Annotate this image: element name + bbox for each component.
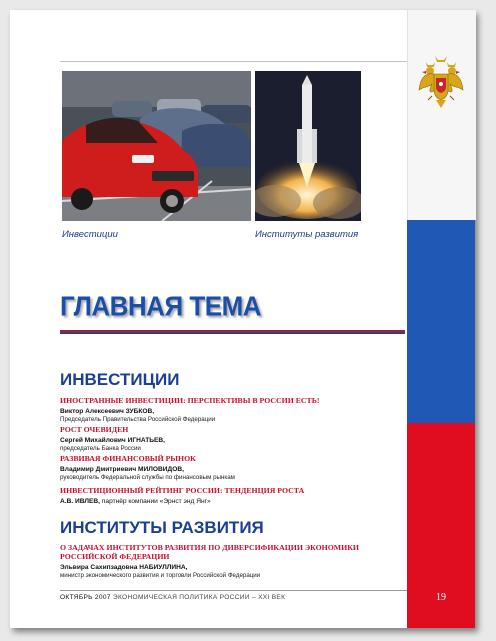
footer-publication: ЭКОНОМИЧЕСКАЯ ПОЛИТИКА РОССИИ – XXI ВЕК xyxy=(112,594,286,601)
article-author: Сергей Михайлович ИГНАТЬЕВ, xyxy=(60,437,166,444)
article-author xyxy=(60,497,400,506)
author-position: руководитель Федеральной службы по финансовым рынкам xyxy=(60,474,235,481)
article-title[interactable]: РАЗВИВАЯ ФИНАНСОВЫЙ РЫНОК xyxy=(60,454,196,463)
flag-stripe-blue xyxy=(407,220,475,423)
author-position-inline: партнёр компании «Эрнст энд Янг» xyxy=(101,498,211,505)
article-item[interactable] xyxy=(60,486,400,506)
footer-date: ОКТЯБРЬ 2007 xyxy=(60,594,111,601)
magazine-page xyxy=(10,10,475,628)
top-divider xyxy=(60,61,407,62)
photo-investments xyxy=(62,71,251,221)
article-item[interactable] xyxy=(60,543,400,580)
article-title[interactable]: ИНОСТРАННЫЕ ИНВЕСТИЦИИ: ПЕРСПЕКТИВЫ В РОССИИ ЕСТЬ! xyxy=(60,396,320,405)
photo-caption-institutes: Институты развития xyxy=(255,229,359,240)
article-author: Эльвира Сахипзадовна НАБИУЛЛИНА, xyxy=(60,564,188,571)
footer-divider xyxy=(60,590,407,591)
author-position: министр экономического развития и торговли Российской Федерации xyxy=(60,572,261,579)
double-headed-eagle-icon xyxy=(418,54,464,110)
main-theme-title: ГЛАВНАЯ ТЕМА xyxy=(60,290,262,322)
page-number: 19 xyxy=(436,592,446,603)
article-item[interactable] xyxy=(60,454,400,482)
footer xyxy=(60,594,285,601)
flag-stripe-white xyxy=(407,10,476,220)
article-item[interactable] xyxy=(60,396,400,424)
article-title[interactable]: О ЗАДАЧАХ ИНСТИТУТОВ РАЗВИТИЯ ПО ДИВЕРСИФИКАЦИИ ЭКОНОМИКИ РОССИЙСКОЙ ФЕДЕРАЦИИ xyxy=(60,543,359,561)
article-author: Владимир Дмитриевич МИЛОВИДОВ, xyxy=(60,466,184,473)
article-item[interactable] xyxy=(60,425,400,453)
section-heading-institutes: ИНСТИТУТЫ РАЗВИТИЯ xyxy=(60,518,264,537)
article-title[interactable]: РОСТ ОЧЕВИДЕН xyxy=(60,425,129,434)
photo-caption-investments: Инвестиции xyxy=(62,229,118,240)
author-position: председатель Банка России xyxy=(60,445,141,452)
section-heading-investments: ИНВЕСТИЦИИ xyxy=(60,370,180,389)
article-author-name: А.В. ИВЛЕВ, xyxy=(60,498,100,505)
photo-development-institutes xyxy=(255,71,361,221)
title-underline-blue xyxy=(60,333,405,334)
article-title[interactable]: ИНВЕСТИЦИОННЫЙ РЕЙТИНГ РОССИИ: ТЕНДЕНЦИЯ РОСТА xyxy=(60,486,305,495)
article-author: Виктор Алексеевич ЗУБКОВ, xyxy=(60,408,155,415)
author-position: Председатель Правительства Российской Федерации xyxy=(60,416,216,423)
